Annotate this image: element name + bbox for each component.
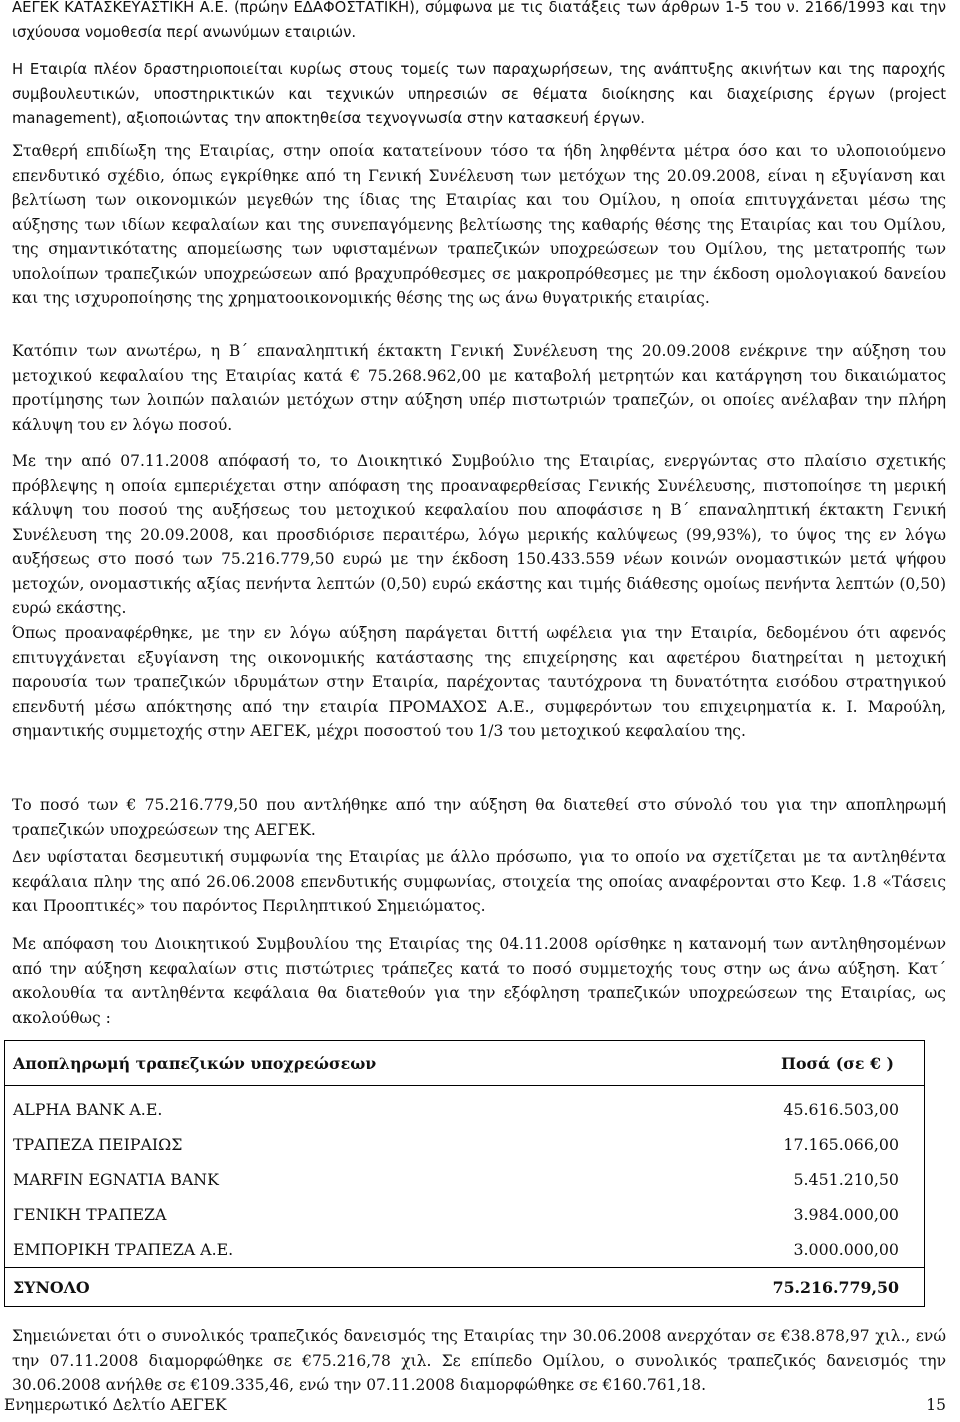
table-row xyxy=(5,1162,925,1197)
paragraph-capital-increase: Κατόπιν των ανωτέρω, η Β΄ επαναληπτική έκτακτη Γενική Συνέλευση της 20.09.2008 ενέκρινε την αύξηση του μετοχικού κεφαλαίου της Εταιρίας κατά € 75.268.962,00 με καταβολή μετρητών και κατάργηση του δικαιώματος προτίμησης των λοιπών παλαιών μετόχων στην αύξηση υπέρ πιστωτριών τραπεζών, οι οποίες ανέλαβαν την πλήρη κάλυψη του εν λόγω ποσού. xyxy=(12,342,946,434)
header-label: Αποπληρωμή τραπεζικών υποχρεώσεων xyxy=(13,1053,377,1073)
paragraph-agreements: Δεν υφίσταται δεσμευτική συμφωνία της Εταιρίας με άλλο πρόσωπο, για το οποίο να σχετίζεται με τα αντληθέντα κεφάλαια πλην της από 26.06.2008 επενδυτικής συμφωνίας, στοιχεία της οποίας αναφέρονται στο Κεφ. 1.8 «Τάσεις και Προοπτικές» του παρόντος Περιληπτικού Σημειώματος. xyxy=(12,848,946,915)
paragraph-board-decision: Με την από 07.11.2008 απόφασή το, το Διοικητικό Συμβούλιο της Εταιρίας, ενεργώντας στο πλαίσιο σχετικής πρόβλεψης η οποία εμπεριέχεται στην απόφαση της προαναφερθείσας Γενικής Συνέλευσης, πιστοποίησε τη μερική κάλυψη του ποσού της αυξήσεως του μετοχικού κεφαλαίου που αποφάσισε η Β΄ επαναληπτική έκτακτη Γενική Συνέλευση της 20.09.2008, και προσδιόρισε περαιτέρω, λόγω μερικής καλύψεως (99,93%), το ύψος της εν λόγω αυξήσεως στο ποσό των 75.216.779,50 ευρώ με την έκδοση 150.433.559 νέων κοινών ονομαστικών μετά ψήφου μετοχών, ονομαστικής αξίας πενήντα λεπτών (0,50) ευρώ εκάστης και τιμής διάθεσης ομοίως πενήντα λεπτών (0,50) ευρώ εκάστης. xyxy=(12,452,946,617)
bank-amount: 3.000.000,00 xyxy=(793,1240,899,1259)
table-row xyxy=(5,1232,925,1268)
bank-name: ΓΕΝΙΚΗ ΤΡΑΠΕΖΑ xyxy=(13,1205,167,1224)
bank-name: MARFIN EGNATIA BANK xyxy=(13,1170,219,1189)
footer-title: Ενημερωτικό Δελτίο ΑΕΓΕΚ xyxy=(4,1396,227,1414)
paragraph-strategy: Σταθερή επιδίωξη της Εταιρίας, στην οποία κατατείνουν τόσο τα ήδη ληφθέντα μέτρα όσο και το υλοποιούμενο επενδυτικό σχέδιο, όπως εγκρίθηκε από τη Γενική Συνέλευση των μετόχων της 20.09.2008, είναι η εξυγίανση και βελτίωση των οικονομικών μεγεθών της ίδιας της Εταιρίας και του Ομίλου, η οποία επιτυγχάνεται μέσω της αύξησης των ιδίων κεφαλαίων και της συνεπαγόμενης βελτίωσης της καθαρής θέσης της Εταιρίας και του Ομίλου, της σημαντικότατης απομείωσης των υφισταμένων τραπεζικών υποχρεώσεων του Ομίλου, της μετατροπής των υπολοίπων τραπεζικών υποχρεώσεων από βραχυπρόθεσμες σε μακροπρόθεσμες με την έκδοση ομολογιακού δανείου και της ισχυροποίησης της χρηματοοικονομικής θέσης της ως άνω θυγατρικής εταιρίας. xyxy=(12,142,946,307)
table-row xyxy=(5,1127,925,1162)
paragraph-allocation: Με απόφαση του Διοικητικού Συμβουλίου της Εταιρίας της 04.11.2008 ορίσθηκε η κατανομή των αντληθησομένων από την αύξηση κεφαλαίων στις πιστώτριες τράπεζες κατά το ποσό συμμετοχής τους στην ως άνω αύξηση. Κατ΄ ακολουθία τα αντληθέντα κεφάλαια θα διατεθούν για την εξόφληση τραπεζικών υποχρεώσεων της Εταιρίας, ως ακολούθως : xyxy=(12,935,946,1027)
paragraph-benefits: Όπως προαναφέρθηκε, με την εν λόγω αύξηση παράγεται διττή ωφέλεια για την Εταιρία, δεδομένου ότι αφενός επιτυγχάνεται εξυγίανση της οικονομικής κατάστασης της επιχείρησης και αφετέρου διατηρείται η μετοχική παρουσία των τραπεζικών ιδρυμάτων στην Εταιρία, παρέχοντας ταυτόχρονα τη δυνατότητα εισόδου στρατηγικού επενδυτή μέσω απόκτησης από την εταιρία ΠΡΟΜΑΧΟΣ Α.Ε., συμφερόντων του επιχειρηματία κ. Ι. Μαρούλη, σημαντικής συμμετοχής στην ΑΕΓΕΚ, μέχρι ποσοστού του 1/3 του μετοχικού κεφαλαίου της. xyxy=(12,624,946,740)
bank-amount: 17.165.066,00 xyxy=(783,1135,899,1154)
paragraph-borrowing-note: Σημειώνεται ότι ο συνολικός τραπεζικός δανεισμός της Εταιρίας την 30.06.2008 ανερχόταν σε €38.878,97 χιλ., ενώ την 07.11.2008 διαμορφώθηκε σε €75.216,78 χιλ. Σε επίπεδο Ομίλου, ο συνολικός τραπεζικός δανεισμός την 30.06.2008 ανήλθε σε €109.335,46, ενώ την 07.11.2008 διαμορφώθηκε σε €160.761,18. xyxy=(12,1327,946,1394)
paragraph-activities: Η Εταιρία πλέον δραστηριοποιείται κυρίως στους τομείς των παραχωρήσεων, της ανάπτυξης ακινήτων και της παροχής συμβουλευτικών, υποστηρικτικών και τεχνικών υπηρεσιών σε θέματα διοίκησης και διαχείρισης έργων (project management), αξιοποιώντας την αποκτηθείσα τεχνογνωσία στην κατασκευή έργων. xyxy=(12,61,946,128)
bank-amount: 3.984.000,00 xyxy=(793,1205,899,1224)
table-header-row xyxy=(5,1041,925,1086)
bank-name: ΤΡΑΠΕΖΑ ΠΕΙΡΑΙΩΣ xyxy=(13,1135,183,1154)
table-row xyxy=(5,1197,925,1232)
header-amount: Ποσά (σε € ) xyxy=(781,1053,894,1073)
bank-amount: 45.616.503,00 xyxy=(783,1100,899,1119)
total-label: ΣΥΝΟΛΟ xyxy=(13,1277,90,1297)
total-amount: 75.216.779,50 xyxy=(772,1277,899,1297)
paragraph-use-of-funds: Το ποσό των € 75.216.779,50 που αντλήθηκε από την αύξηση θα διατεθεί στο σύνολό του για την αποπληρωμή τραπεζικών υποχρεώσεων της ΑΕΓΕΚ. xyxy=(12,796,946,839)
bank-amount: 5.451.210,50 xyxy=(793,1170,899,1189)
bank-name: ALPHA BANK A.E. xyxy=(13,1100,163,1119)
intro-continuation: ΑΕΓΕΚ ΚΑΤΑΣΚΕΥΑΣΤΙΚΗ Α.Ε. (πρώην ΕΔΑΦΟΣΤΑΤΙΚΗ), σύμφωνα με τις διατάξεις των άρθρων 1-5 του ν. 2166/1993 και την ισχύουσα νομοθεσία περί ανωνύμων εταιριών. xyxy=(12,0,946,41)
table-row xyxy=(5,1086,925,1128)
page-number: 15 xyxy=(926,1396,946,1414)
bank-repayment-table xyxy=(4,1040,925,1307)
table-total-row xyxy=(5,1268,925,1307)
bank-name: ΕΜΠΟΡΙΚΗ ΤΡΑΠΕΖΑ Α.Ε. xyxy=(13,1240,234,1259)
